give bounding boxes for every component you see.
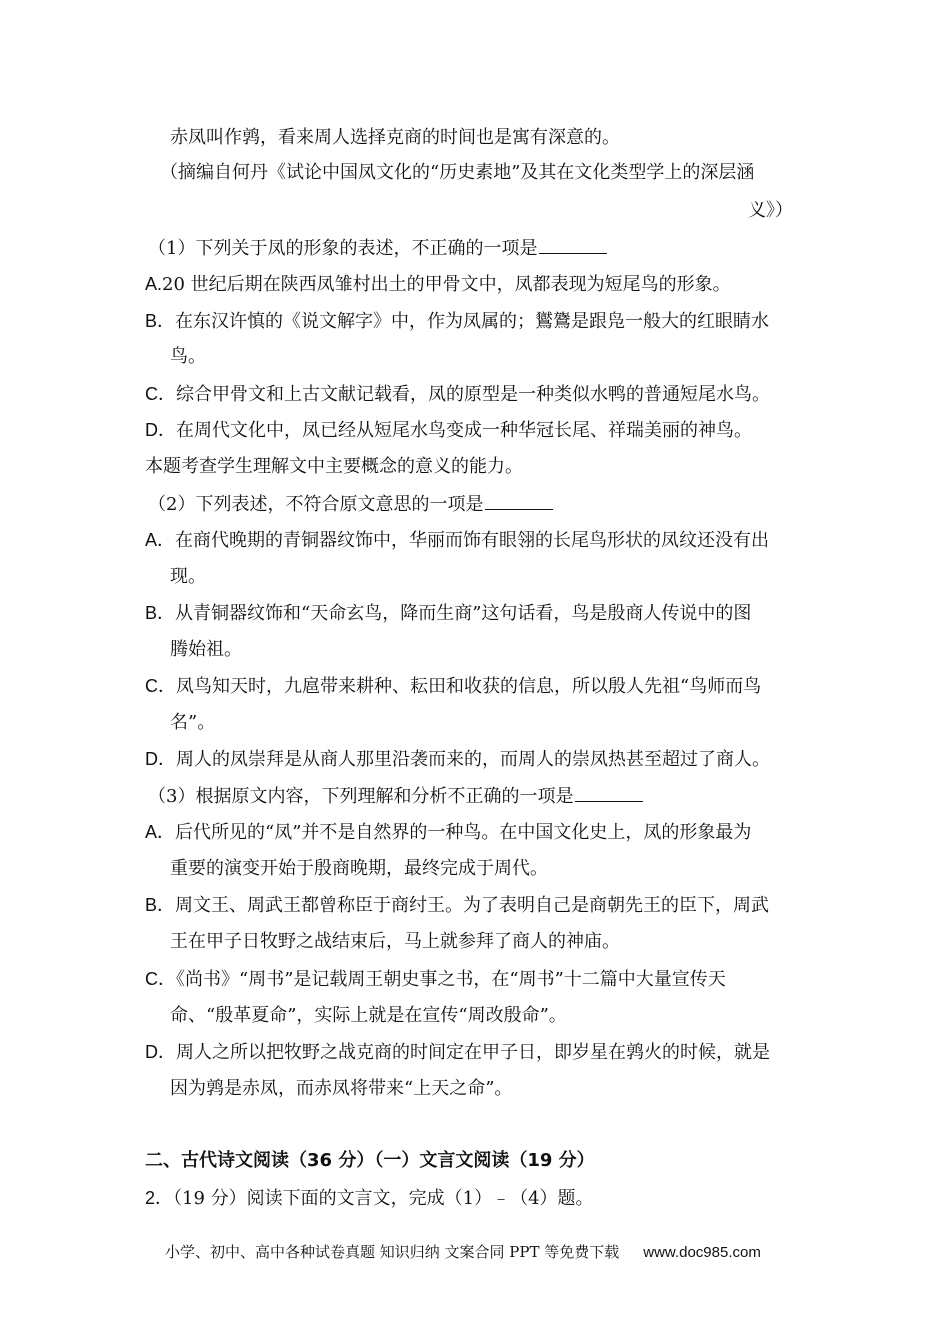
q2-option-c	[145, 673, 761, 700]
q3-stem	[148, 783, 643, 810]
option-text: 周人之所以把牧野之战克商的时间定在甲子日，即岁星在鹑火的时候，就是	[176, 1042, 770, 1063]
q1-note: 本题考查学生理解文中主要概念的意义的能力。	[145, 456, 523, 477]
q1-answer-blank	[539, 235, 607, 254]
q2-option-b-cont: 腾始祖。	[170, 639, 242, 660]
option-text: 在周代文化中，凤已经从短尾水鸟变成一种华冠长尾、祥瑞美丽的神鸟。	[176, 420, 752, 441]
q3-option-a	[145, 819, 751, 846]
q2-option-a	[145, 527, 769, 554]
section-heading: 二、古代诗文阅读（36 分）（一）文言文阅读（19 分）	[145, 1150, 595, 1171]
q2-stem-text: （2）下列表述，不符合原文意思的一项是	[148, 494, 484, 515]
q1-option-a	[145, 271, 731, 298]
q2-option-a-cont: 现。	[170, 566, 206, 587]
q3-option-d-cont: 因为鹑是赤凤，而赤凤将带来“上天之命”。	[170, 1078, 513, 1099]
option-label: C．	[145, 969, 176, 989]
footer-text: 小学、初中、高中各种试卷真题 知识归纳 文案合同 PPT 等免费下载	[165, 1243, 620, 1261]
q1-option-d	[145, 417, 752, 444]
option-text: 凤鸟知天时，九扈带来耕种、耘田和收获的信息，所以殷人先祖“鸟师而鸟	[176, 676, 762, 697]
option-text: 从青铜器纹饰和“天命玄鸟，降而生商”这句话看，鸟是殷商人传说中的图	[175, 603, 752, 624]
option-label: B．	[145, 603, 176, 623]
q2-option-b	[145, 600, 751, 627]
q2-option-d	[145, 746, 770, 773]
option-label: A．	[145, 530, 176, 550]
q3-option-d	[145, 1039, 770, 1066]
option-label: C．	[145, 676, 176, 696]
source-citation-end: 义》）	[748, 200, 793, 221]
option-text: 周人的凤崇拜是从商人那里沿袭而来的，而周人的崇凤热甚至超过了商人。	[176, 749, 770, 770]
option-text: 在商代晚期的青铜器纹饰中，华丽而饰有眼翎的长尾鸟形状的凤纹还没有出	[175, 530, 770, 551]
option-label: A．	[145, 822, 176, 842]
option-label: D．	[145, 1042, 176, 1062]
option-label: D．	[145, 420, 176, 440]
option-label: D．	[145, 749, 176, 769]
option-text: 后代所见的“凤”并不是自然界的一种鸟。在中国文化史上，凤的形象最为	[175, 822, 752, 843]
option-label: A.	[145, 274, 163, 294]
q3-answer-blank	[575, 783, 643, 802]
option-text: 在东汉许慎的《说文解字》中，作为凤属的；鸑鷟是跟凫一般大的红眼睛水	[175, 311, 770, 332]
passage-line: 赤凤叫作鹑，看来周人选择克商的时间也是寓有深意的。	[170, 127, 620, 148]
q1-option-c	[145, 381, 770, 408]
q1-option-b-cont: 鸟。	[170, 346, 206, 367]
q1-stem-text: （1）下列关于凤的形象的表述，不正确的一项是	[148, 238, 538, 259]
option-text: 周文王、周武王都曾称臣于商纣王。为了表明自己是商朝先王的臣下，周武	[175, 895, 770, 916]
page-footer	[165, 1241, 761, 1262]
question-2	[145, 1185, 594, 1212]
option-text: 《尚书》“周书”是记载周王朝史事之书，在“周书”十二篇中大量宣传天	[176, 969, 726, 990]
footer-url: www.doc985.com	[643, 1244, 761, 1261]
q2-option-c-cont: 名”。	[170, 712, 216, 733]
option-text: 综合甲骨文和上古文献记载看，凤的原型是一种类似水鸭的普通短尾水鸟。	[176, 384, 770, 405]
q3-stem-text: （3）根据原文内容，下列理解和分析不正确的一项是	[148, 786, 574, 807]
q3-option-b	[145, 892, 769, 919]
question-text: （19 分）阅读下面的文言文，完成（1）﹣（4）题。	[173, 1188, 594, 1209]
q3-option-c-cont: 命、“殷革夏命”，实际上就是在宣传“周改殷命”。	[170, 1005, 567, 1026]
q1-stem	[148, 235, 607, 262]
option-label: B．	[145, 311, 176, 331]
option-label: B．	[145, 895, 176, 915]
q3-option-a-cont: 重要的演变开始于殷商晚期，最终完成于周代。	[170, 858, 548, 879]
option-text: 20 世纪后期在陕西凤雏村出土的甲骨文中，凤都表现为短尾鸟的形象。	[162, 274, 731, 295]
question-number: 2．	[145, 1188, 174, 1208]
q2-answer-blank	[485, 491, 553, 510]
q3-option-b-cont: 王在甲子日牧野之战结束后，马上就参拜了商人的神庙。	[170, 931, 620, 952]
q1-option-b	[145, 308, 769, 335]
option-label: C．	[145, 384, 176, 404]
q3-option-c	[145, 966, 726, 993]
source-citation: （摘编自何丹《试论中国凤文化的“历史素地”及其在文化类型学上的深层涵	[160, 162, 755, 183]
q2-stem	[148, 491, 553, 518]
